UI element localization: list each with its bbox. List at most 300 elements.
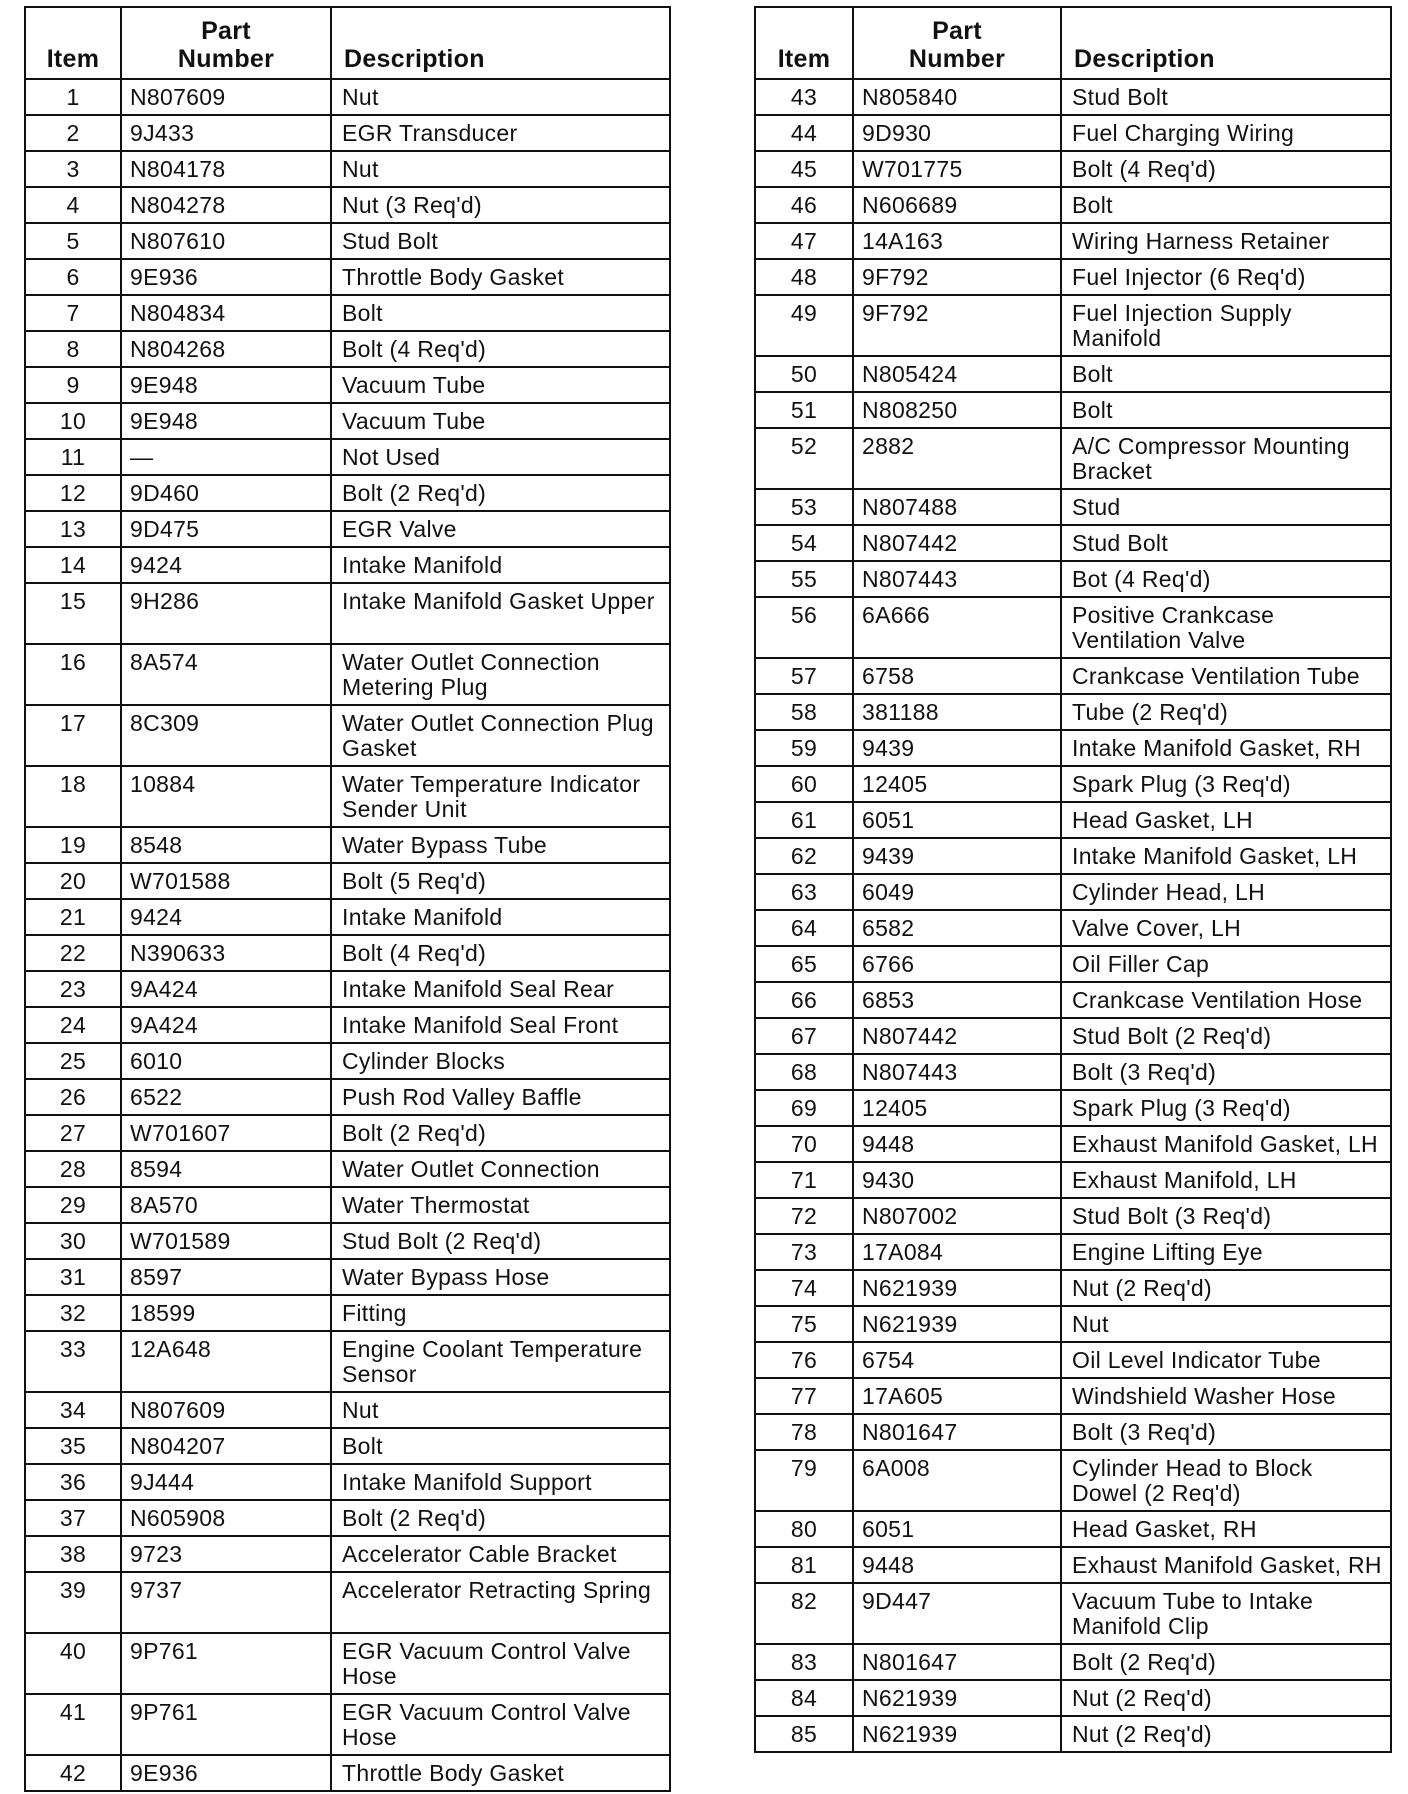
table-row xyxy=(755,730,1391,766)
item-cell: 4 xyxy=(25,187,121,223)
description-cell: Positive Crankcase Ventilation Valve xyxy=(1061,597,1391,658)
description-cell: Fuel Charging Wiring xyxy=(1061,115,1391,151)
description-cell: Accelerator Cable Bracket xyxy=(331,1536,670,1572)
description-cell: Bolt (2 Req'd) xyxy=(1061,1644,1391,1680)
description-cell: Stud Bolt (2 Req'd) xyxy=(331,1223,670,1259)
part-number-cell: 8A574 xyxy=(121,644,331,705)
part-number-cell: 9439 xyxy=(853,730,1061,766)
part-number-cell: N804207 xyxy=(121,1428,331,1464)
description-cell: Nut (3 Req'd) xyxy=(331,187,670,223)
item-cell: 8 xyxy=(25,331,121,367)
table-row xyxy=(25,899,670,935)
description-cell: Fuel Injector (6 Req'd) xyxy=(1061,259,1391,295)
description-cell: Nut xyxy=(331,79,670,115)
part-number-cell: 9D460 xyxy=(121,475,331,511)
table-row xyxy=(755,1270,1391,1306)
part-number-cell: N807442 xyxy=(853,1018,1061,1054)
part-number-cell: 6853 xyxy=(853,982,1061,1018)
description-cell: Water Thermostat xyxy=(331,1187,670,1223)
table-row xyxy=(755,525,1391,561)
part-number-cell: 6754 xyxy=(853,1342,1061,1378)
header-description: Description xyxy=(1061,7,1391,79)
description-cell: Push Rod Valley Baffle xyxy=(331,1079,670,1115)
part-number-cell: 9424 xyxy=(121,899,331,935)
description-cell: A/C Compressor Mounting Bracket xyxy=(1061,428,1391,489)
header-part-line2: Number xyxy=(177,45,275,74)
part-number-cell: 9J444 xyxy=(121,1464,331,1500)
part-number-cell: 6051 xyxy=(853,802,1061,838)
item-cell: 66 xyxy=(755,982,853,1018)
item-cell: 34 xyxy=(25,1392,121,1428)
item-cell: 38 xyxy=(25,1536,121,1572)
item-cell: 32 xyxy=(25,1295,121,1331)
table-row xyxy=(755,223,1391,259)
description-cell: EGR Vacuum Control Valve Hose xyxy=(331,1694,670,1755)
table-row xyxy=(755,151,1391,187)
item-cell: 35 xyxy=(25,1428,121,1464)
item-cell: 1 xyxy=(25,79,121,115)
description-cell: Nut (2 Req'd) xyxy=(1061,1716,1391,1752)
description-cell: Valve Cover, LH xyxy=(1061,910,1391,946)
description-cell: Intake Manifold xyxy=(331,899,670,935)
item-cell: 44 xyxy=(755,115,853,151)
part-number-cell: 9424 xyxy=(121,547,331,583)
part-number-cell: 14A163 xyxy=(853,223,1061,259)
item-cell: 50 xyxy=(755,356,853,392)
description-cell: Bolt xyxy=(331,295,670,331)
part-number-cell: W701775 xyxy=(853,151,1061,187)
table-row xyxy=(755,838,1391,874)
item-cell: 3 xyxy=(25,151,121,187)
part-number-cell: N807609 xyxy=(121,1392,331,1428)
description-cell: Nut (2 Req'd) xyxy=(1061,1270,1391,1306)
part-number-cell: N606689 xyxy=(853,187,1061,223)
description-cell: Fuel Injection Supply Manifold xyxy=(1061,295,1391,356)
description-cell: Bolt xyxy=(1061,187,1391,223)
table-row xyxy=(25,644,670,705)
description-cell: Intake Manifold Gasket, RH xyxy=(1061,730,1391,766)
description-cell: Head Gasket, LH xyxy=(1061,802,1391,838)
description-cell: Vacuum Tube xyxy=(331,403,670,439)
table-row xyxy=(755,115,1391,151)
description-cell: Exhaust Manifold, LH xyxy=(1061,1162,1391,1198)
table-row xyxy=(25,1259,670,1295)
item-cell: 28 xyxy=(25,1151,121,1187)
description-cell: Tube (2 Req'd) xyxy=(1061,694,1391,730)
part-number-cell: 9430 xyxy=(853,1162,1061,1198)
table-row xyxy=(755,658,1391,694)
table-row xyxy=(755,392,1391,428)
part-number-cell: 8597 xyxy=(121,1259,331,1295)
item-cell: 56 xyxy=(755,597,853,658)
part-number-cell: 9723 xyxy=(121,1536,331,1572)
part-number-cell: N807442 xyxy=(853,525,1061,561)
item-cell: 48 xyxy=(755,259,853,295)
description-cell: Water Outlet Connection xyxy=(331,1151,670,1187)
description-cell: Bot (4 Req'd) xyxy=(1061,561,1391,597)
item-cell: 84 xyxy=(755,1680,853,1716)
description-cell: Intake Manifold xyxy=(331,547,670,583)
description-cell: Bolt (3 Req'd) xyxy=(1061,1054,1391,1090)
part-number-cell: N804178 xyxy=(121,151,331,187)
table-row xyxy=(755,1054,1391,1090)
table-row xyxy=(755,1198,1391,1234)
table-row xyxy=(755,1511,1391,1547)
part-number-cell: 9E936 xyxy=(121,259,331,295)
item-cell: 12 xyxy=(25,475,121,511)
header-description: Description xyxy=(331,7,670,79)
parts-table-right xyxy=(754,6,1392,1753)
table-row xyxy=(25,295,670,331)
part-number-cell: N807610 xyxy=(121,223,331,259)
part-number-cell: 2882 xyxy=(853,428,1061,489)
table-row xyxy=(755,187,1391,223)
item-cell: 77 xyxy=(755,1378,853,1414)
part-number-cell: N808250 xyxy=(853,392,1061,428)
item-cell: 82 xyxy=(755,1583,853,1644)
table-row xyxy=(25,151,670,187)
part-number-cell: N801647 xyxy=(853,1644,1061,1680)
item-cell: 52 xyxy=(755,428,853,489)
part-number-cell: N621939 xyxy=(853,1680,1061,1716)
table-row xyxy=(25,1694,670,1755)
table-row xyxy=(25,79,670,115)
part-number-cell: 18599 xyxy=(121,1295,331,1331)
parts-table-left xyxy=(24,6,671,1792)
header-item: Item xyxy=(755,7,853,79)
description-cell: Nut xyxy=(331,1392,670,1428)
table-row xyxy=(25,1428,670,1464)
item-cell: 69 xyxy=(755,1090,853,1126)
item-cell: 9 xyxy=(25,367,121,403)
table-row xyxy=(755,1306,1391,1342)
item-cell: 22 xyxy=(25,935,121,971)
item-cell: 18 xyxy=(25,766,121,827)
table-row xyxy=(25,1043,670,1079)
table-row xyxy=(755,1644,1391,1680)
item-cell: 27 xyxy=(25,1115,121,1151)
part-number-cell: W701607 xyxy=(121,1115,331,1151)
part-number-cell: N621939 xyxy=(853,1716,1061,1752)
table-row xyxy=(755,79,1391,115)
table-row xyxy=(25,1115,670,1151)
table-row xyxy=(755,1342,1391,1378)
part-number-cell: 10884 xyxy=(121,766,331,827)
part-number-cell: 9E948 xyxy=(121,403,331,439)
part-number-cell: N807609 xyxy=(121,79,331,115)
description-cell: Wiring Harness Retainer xyxy=(1061,223,1391,259)
table-row xyxy=(25,547,670,583)
part-number-cell: — xyxy=(121,439,331,475)
description-cell: Cylinder Head to Block Dowel (2 Req'd) xyxy=(1061,1450,1391,1511)
table-row xyxy=(755,295,1391,356)
description-cell: Nut xyxy=(331,151,670,187)
item-cell: 55 xyxy=(755,561,853,597)
table-row xyxy=(25,1151,670,1187)
item-cell: 11 xyxy=(25,439,121,475)
description-cell: Nut (2 Req'd) xyxy=(1061,1680,1391,1716)
part-number-cell: 9A424 xyxy=(121,1007,331,1043)
description-cell: Intake Manifold Seal Front xyxy=(331,1007,670,1043)
item-cell: 7 xyxy=(25,295,121,331)
table-row xyxy=(25,827,670,863)
description-cell: Bolt xyxy=(331,1428,670,1464)
description-cell: Exhaust Manifold Gasket, LH xyxy=(1061,1126,1391,1162)
item-cell: 2 xyxy=(25,115,121,151)
table-row xyxy=(25,1079,670,1115)
item-cell: 57 xyxy=(755,658,853,694)
part-number-cell: 6758 xyxy=(853,658,1061,694)
item-cell: 67 xyxy=(755,1018,853,1054)
part-number-cell: 12405 xyxy=(853,766,1061,802)
item-cell: 25 xyxy=(25,1043,121,1079)
item-cell: 19 xyxy=(25,827,121,863)
description-cell: Windshield Washer Hose xyxy=(1061,1378,1391,1414)
part-number-cell: N807488 xyxy=(853,489,1061,525)
table-row xyxy=(755,1126,1391,1162)
item-cell: 54 xyxy=(755,525,853,561)
description-cell: Throttle Body Gasket xyxy=(331,259,670,295)
item-cell: 6 xyxy=(25,259,121,295)
item-cell: 80 xyxy=(755,1511,853,1547)
part-number-cell: N390633 xyxy=(121,935,331,971)
item-cell: 46 xyxy=(755,187,853,223)
part-number-cell: N807443 xyxy=(853,1054,1061,1090)
table-row xyxy=(25,439,670,475)
description-cell: Bolt xyxy=(1061,392,1391,428)
table-row xyxy=(755,1547,1391,1583)
description-cell: Water Temperature Indicator Sender Unit xyxy=(331,766,670,827)
part-number-cell: N801647 xyxy=(853,1414,1061,1450)
item-cell: 74 xyxy=(755,1270,853,1306)
description-cell: Crankcase Ventilation Hose xyxy=(1061,982,1391,1018)
item-cell: 24 xyxy=(25,1007,121,1043)
description-cell: Fitting xyxy=(331,1295,670,1331)
description-cell: Stud Bolt xyxy=(331,223,670,259)
header-part-line2: Number xyxy=(908,45,1006,74)
description-cell: Stud Bolt (3 Req'd) xyxy=(1061,1198,1391,1234)
item-cell: 49 xyxy=(755,295,853,356)
description-cell: Cylinder Head, LH xyxy=(1061,874,1391,910)
item-cell: 83 xyxy=(755,1644,853,1680)
part-number-cell: 6582 xyxy=(853,910,1061,946)
part-number-cell: 9H286 xyxy=(121,583,331,644)
part-number-cell: W701589 xyxy=(121,1223,331,1259)
part-number-cell: 12405 xyxy=(853,1090,1061,1126)
part-number-cell: 8C309 xyxy=(121,705,331,766)
part-number-cell: 8A570 xyxy=(121,1187,331,1223)
item-cell: 41 xyxy=(25,1694,121,1755)
description-cell: EGR Valve xyxy=(331,511,670,547)
part-number-cell: W701588 xyxy=(121,863,331,899)
description-cell: Intake Manifold Gasket Upper xyxy=(331,583,670,644)
table-row xyxy=(25,766,670,827)
item-cell: 15 xyxy=(25,583,121,644)
description-cell: Bolt (3 Req'd) xyxy=(1061,1414,1391,1450)
part-number-cell: N621939 xyxy=(853,1270,1061,1306)
table-header-row xyxy=(25,7,670,79)
table-row xyxy=(25,1187,670,1223)
description-cell: Throttle Body Gasket xyxy=(331,1755,670,1791)
table-row xyxy=(25,1536,670,1572)
description-cell: Bolt (2 Req'd) xyxy=(331,1115,670,1151)
item-cell: 72 xyxy=(755,1198,853,1234)
part-number-cell: N805840 xyxy=(853,79,1061,115)
description-cell: Not Used xyxy=(331,439,670,475)
part-number-cell: 6010 xyxy=(121,1043,331,1079)
part-number-cell: 9F792 xyxy=(853,259,1061,295)
part-number-cell: 6051 xyxy=(853,1511,1061,1547)
part-number-cell: 6766 xyxy=(853,946,1061,982)
description-cell: Stud Bolt xyxy=(1061,525,1391,561)
part-number-cell: 9J433 xyxy=(121,115,331,151)
description-cell: Bolt (4 Req'd) xyxy=(1061,151,1391,187)
part-number-cell: 9448 xyxy=(853,1547,1061,1583)
item-cell: 76 xyxy=(755,1342,853,1378)
item-cell: 63 xyxy=(755,874,853,910)
item-cell: 70 xyxy=(755,1126,853,1162)
table-row xyxy=(25,1755,670,1791)
table-row xyxy=(25,1392,670,1428)
item-cell: 60 xyxy=(755,766,853,802)
item-cell: 78 xyxy=(755,1414,853,1450)
item-cell: 79 xyxy=(755,1450,853,1511)
table-row xyxy=(25,223,670,259)
table-row xyxy=(25,1500,670,1536)
table-row xyxy=(25,1464,670,1500)
part-number-cell: 9F792 xyxy=(853,295,1061,356)
item-cell: 75 xyxy=(755,1306,853,1342)
item-cell: 23 xyxy=(25,971,121,1007)
item-cell: 36 xyxy=(25,1464,121,1500)
table-row xyxy=(25,1007,670,1043)
part-number-cell: 9P761 xyxy=(121,1633,331,1694)
item-cell: 42 xyxy=(25,1755,121,1791)
item-cell: 29 xyxy=(25,1187,121,1223)
description-cell: Intake Manifold Seal Rear xyxy=(331,971,670,1007)
table-row xyxy=(25,367,670,403)
part-number-cell: N621939 xyxy=(853,1306,1061,1342)
table-row xyxy=(755,946,1391,982)
item-cell: 37 xyxy=(25,1500,121,1536)
description-cell: Engine Lifting Eye xyxy=(1061,1234,1391,1270)
item-cell: 5 xyxy=(25,223,121,259)
item-cell: 68 xyxy=(755,1054,853,1090)
item-cell: 81 xyxy=(755,1547,853,1583)
item-cell: 58 xyxy=(755,694,853,730)
item-cell: 51 xyxy=(755,392,853,428)
header-part-line1: Part xyxy=(932,16,982,45)
table-row xyxy=(755,1716,1391,1752)
part-number-cell: 8548 xyxy=(121,827,331,863)
part-number-cell: 9737 xyxy=(121,1572,331,1633)
part-number-cell: N804278 xyxy=(121,187,331,223)
part-number-cell: 9P761 xyxy=(121,1694,331,1755)
description-cell: Intake Manifold Support xyxy=(331,1464,670,1500)
description-cell: Oil Filler Cap xyxy=(1061,946,1391,982)
item-cell: 10 xyxy=(25,403,121,439)
table-row xyxy=(25,1295,670,1331)
table-row xyxy=(755,874,1391,910)
description-cell: Head Gasket, RH xyxy=(1061,1511,1391,1547)
table-row xyxy=(25,1331,670,1392)
part-number-cell: 9E936 xyxy=(121,1755,331,1791)
table-row xyxy=(755,259,1391,295)
item-cell: 17 xyxy=(25,705,121,766)
header-part-number xyxy=(121,7,331,79)
item-cell: 30 xyxy=(25,1223,121,1259)
table-row xyxy=(755,766,1391,802)
table-row xyxy=(25,1572,670,1633)
table-row xyxy=(25,115,670,151)
table-row xyxy=(755,982,1391,1018)
table-row xyxy=(25,475,670,511)
table-row xyxy=(25,403,670,439)
table-row xyxy=(25,331,670,367)
table-row xyxy=(755,1414,1391,1450)
part-number-cell: 9D447 xyxy=(853,1583,1061,1644)
table-row xyxy=(755,1090,1391,1126)
description-cell: Oil Level Indicator Tube xyxy=(1061,1342,1391,1378)
part-number-cell: N804268 xyxy=(121,331,331,367)
table-row xyxy=(755,428,1391,489)
description-cell: Water Bypass Hose xyxy=(331,1259,670,1295)
description-cell: Water Bypass Tube xyxy=(331,827,670,863)
item-cell: 33 xyxy=(25,1331,121,1392)
part-number-cell: N804834 xyxy=(121,295,331,331)
table-row xyxy=(755,802,1391,838)
part-number-cell: 381188 xyxy=(853,694,1061,730)
part-number-cell: N605908 xyxy=(121,1500,331,1536)
description-cell: EGR Transducer xyxy=(331,115,670,151)
table-row xyxy=(755,1680,1391,1716)
item-cell: 40 xyxy=(25,1633,121,1694)
table-row xyxy=(755,597,1391,658)
header-item: Item xyxy=(25,7,121,79)
item-cell: 71 xyxy=(755,1162,853,1198)
table-row xyxy=(25,705,670,766)
table-row xyxy=(755,1234,1391,1270)
table-header-row xyxy=(755,7,1391,79)
part-number-cell: 9D475 xyxy=(121,511,331,547)
table-row xyxy=(755,1018,1391,1054)
description-cell: Bolt (2 Req'd) xyxy=(331,475,670,511)
table-row xyxy=(25,1223,670,1259)
item-cell: 61 xyxy=(755,802,853,838)
description-cell: Nut xyxy=(1061,1306,1391,1342)
item-cell: 26 xyxy=(25,1079,121,1115)
table-row xyxy=(755,910,1391,946)
item-cell: 45 xyxy=(755,151,853,187)
item-cell: 85 xyxy=(755,1716,853,1752)
item-cell: 31 xyxy=(25,1259,121,1295)
description-cell: Stud Bolt xyxy=(1061,79,1391,115)
description-cell: Intake Manifold Gasket, LH xyxy=(1061,838,1391,874)
description-cell: EGR Vacuum Control Valve Hose xyxy=(331,1633,670,1694)
table-row xyxy=(755,694,1391,730)
part-number-cell: 9A424 xyxy=(121,971,331,1007)
item-cell: 13 xyxy=(25,511,121,547)
table-row xyxy=(25,187,670,223)
item-cell: 43 xyxy=(755,79,853,115)
table-row xyxy=(755,489,1391,525)
part-number-cell: N807002 xyxy=(853,1198,1061,1234)
table-row xyxy=(25,583,670,644)
part-number-cell: N805424 xyxy=(853,356,1061,392)
item-cell: 16 xyxy=(25,644,121,705)
description-cell: Vacuum Tube xyxy=(331,367,670,403)
part-number-cell: 6049 xyxy=(853,874,1061,910)
